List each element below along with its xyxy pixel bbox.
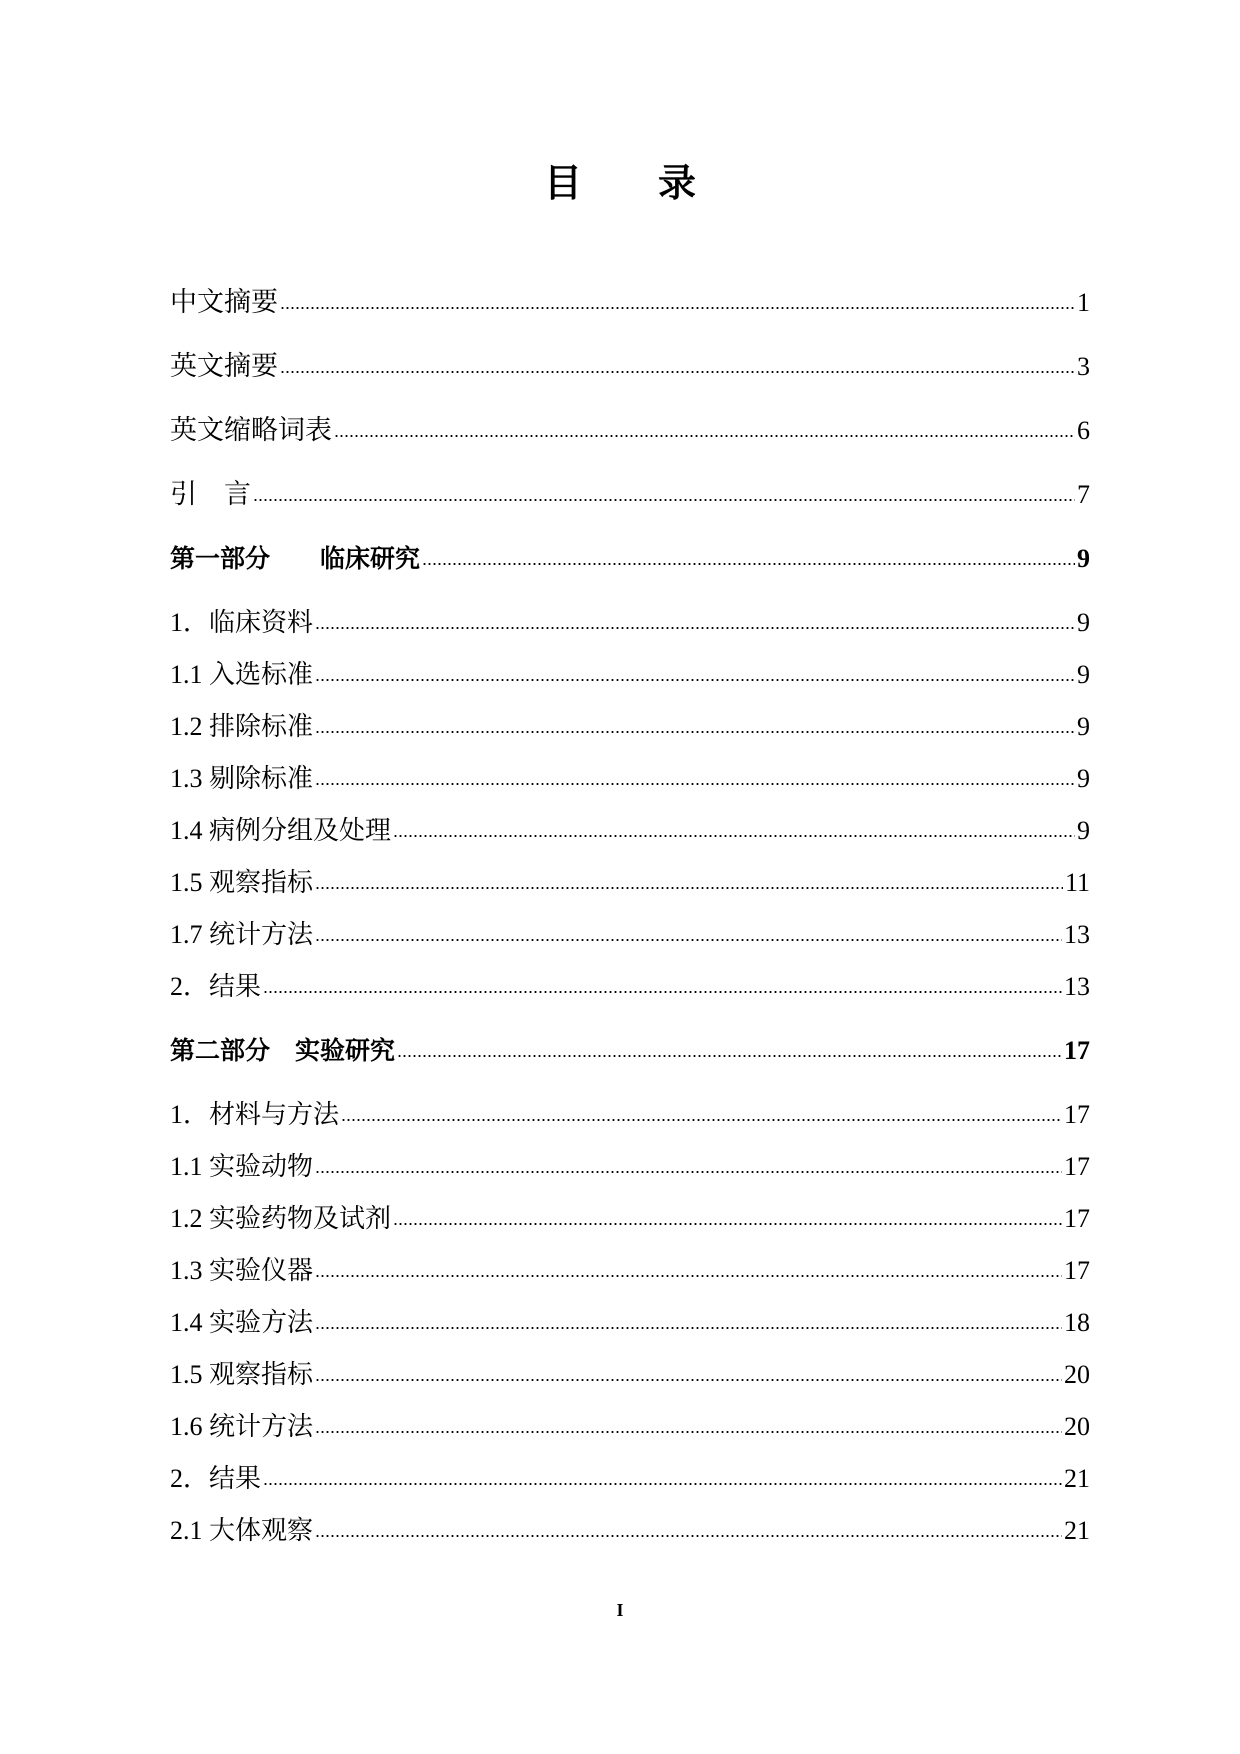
toc-entry-label: 1.2 排除标准 (170, 712, 314, 741)
toc-entry-label: 1.6 统计方法 (170, 1412, 314, 1441)
toc-entry-label: 1.5 观察指标 (170, 1360, 314, 1389)
toc-entry-page: 3 (1077, 352, 1090, 381)
toc-entry-label: 英文缩略词表 (170, 415, 332, 446)
dot-leader (397, 1054, 1062, 1058)
toc-entry-page: 11 (1064, 868, 1090, 897)
toc-entry-label: 1.2 实验药物及试剂 (170, 1204, 392, 1233)
dot-leader (263, 1482, 1062, 1486)
toc-entry-page: 7 (1077, 480, 1090, 509)
toc-entry[interactable] (170, 1142, 1090, 1182)
dot-leader (315, 1378, 1062, 1382)
toc-entry[interactable] (170, 702, 1090, 742)
toc-entry-label: 2．结果 (170, 1464, 262, 1493)
toc-entry[interactable] (170, 806, 1090, 846)
toc-entry-label: 第二部分 实验研究 (170, 1036, 396, 1065)
toc-entry-page: 9 (1077, 660, 1090, 689)
dot-leader (341, 1118, 1062, 1122)
dot-leader (315, 886, 1063, 890)
dot-leader (334, 434, 1075, 438)
toc-entry-label: 1.4 病例分组及处理 (170, 816, 392, 845)
dot-leader (315, 1430, 1062, 1434)
toc-entry-page: 20 (1064, 1360, 1090, 1389)
toc-entry-page: 9 (1077, 816, 1090, 845)
toc-entry-label: 英文摘要 (170, 351, 278, 382)
toc-entry-page: 9 (1077, 608, 1090, 637)
toc-entry-part[interactable] (170, 534, 1090, 574)
toc-entry-page: 21 (1064, 1464, 1090, 1493)
toc-entry-label: 1.1 入选标准 (170, 660, 314, 689)
toc-entry-label: 1．临床资料 (170, 608, 314, 637)
dot-leader (280, 306, 1075, 310)
dot-leader (263, 990, 1062, 994)
toc-entry-page: 9 (1077, 764, 1090, 793)
dot-leader (393, 834, 1075, 838)
toc-entry-page: 6 (1077, 416, 1090, 445)
dot-leader (253, 498, 1075, 502)
toc-entry[interactable] (170, 650, 1090, 690)
toc-entry-page: 17 (1064, 1100, 1090, 1129)
dot-leader (315, 730, 1075, 734)
toc-entry[interactable] (170, 598, 1090, 638)
toc-entry[interactable] (170, 1454, 1090, 1494)
toc-entry-page: 17 (1064, 1152, 1090, 1181)
dot-leader (315, 1170, 1062, 1174)
toc-entry-page: 9 (1077, 544, 1090, 573)
toc-entry-label: 引 言 (170, 479, 251, 510)
page-number-footer: I (616, 1600, 624, 1620)
toc-entry[interactable] (170, 1090, 1090, 1130)
toc-entry[interactable] (170, 406, 1090, 446)
dot-leader (393, 1222, 1062, 1226)
toc-entry-label: 2.1 大体观察 (170, 1516, 314, 1545)
page-title: 目 录 (543, 161, 696, 205)
dot-leader (315, 1534, 1062, 1538)
toc-entry-label: 1.3 剔除标准 (170, 764, 314, 793)
toc-entry-label: 1．材料与方法 (170, 1100, 340, 1129)
dot-leader (315, 938, 1062, 942)
toc-entry[interactable] (170, 1246, 1090, 1286)
toc-entry[interactable] (170, 1194, 1090, 1234)
toc-entry-label: 2．结果 (170, 972, 262, 1001)
toc-entry-page: 21 (1064, 1516, 1090, 1545)
toc-entry-label: 1.3 实验仪器 (170, 1256, 314, 1285)
toc-entry[interactable] (170, 1350, 1090, 1390)
toc-entry-page: 17 (1064, 1204, 1090, 1233)
toc-entry-page: 17 (1064, 1256, 1090, 1285)
toc-entry[interactable] (170, 1402, 1090, 1442)
toc-entry[interactable] (170, 910, 1090, 950)
toc-entry-page: 20 (1064, 1412, 1090, 1441)
toc-entry-label: 1.4 实验方法 (170, 1308, 314, 1337)
toc-entry[interactable] (170, 858, 1090, 898)
toc-entry-label: 1.7 统计方法 (170, 920, 314, 949)
dot-leader (315, 782, 1075, 786)
dot-leader (315, 1326, 1062, 1330)
toc-entry-page: 17 (1064, 1036, 1090, 1065)
toc-entry[interactable] (170, 1298, 1090, 1338)
toc-entry-label: 中文摘要 (170, 287, 278, 318)
toc-entry-label: 1.5 观察指标 (170, 868, 314, 897)
toc-entry-page: 13 (1064, 920, 1090, 949)
toc-entry-page: 18 (1064, 1308, 1090, 1337)
dot-leader (315, 678, 1075, 682)
toc-entry-label: 1.1 实验动物 (170, 1152, 314, 1181)
toc-entry-page: 1 (1077, 288, 1090, 317)
dot-leader (280, 370, 1075, 374)
toc-entry[interactable] (170, 962, 1090, 1002)
dot-leader (315, 626, 1075, 630)
toc-entry-page: 9 (1077, 712, 1090, 741)
toc-entry[interactable] (170, 1506, 1090, 1546)
toc-entry-page: 13 (1064, 972, 1090, 1001)
toc-entry-part[interactable] (170, 1026, 1090, 1066)
toc-entry[interactable] (170, 470, 1090, 510)
dot-leader (315, 1274, 1062, 1278)
dot-leader (422, 562, 1075, 566)
toc-entry[interactable] (170, 342, 1090, 382)
toc-entry[interactable] (170, 754, 1090, 794)
toc-entry-label: 第一部分 临床研究 (170, 544, 421, 573)
toc-entry[interactable] (170, 278, 1090, 318)
